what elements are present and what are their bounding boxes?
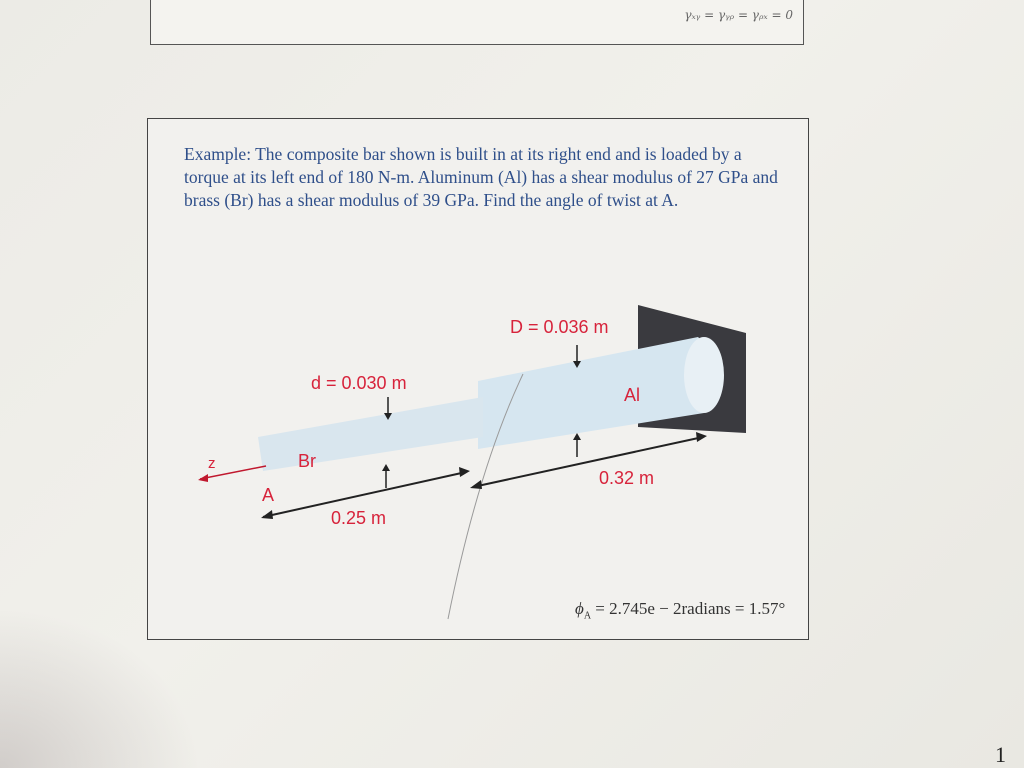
label-brass: Br	[298, 451, 316, 471]
previous-slide-fragment	[150, 0, 804, 45]
aluminum-end-face	[684, 337, 724, 413]
problem-statement: Example: The composite bar shown is built in at its right end and is loaded by a torque at its left end of 180 N-m. Aluminum (Al) has a shear modulus of 27 GPa and brass (Br) has a shear modulus of 39 GPa. Find the angle of twist at A.	[184, 144, 778, 210]
strain-equation: γₓᵧ = γᵧᵨ = γᵨₓ = 0	[684, 8, 793, 22]
arrowhead-left-br	[261, 510, 273, 519]
arrowhead-left-al	[470, 480, 482, 489]
label-length-al: 0.32 m	[599, 468, 655, 488]
brass-segment	[258, 397, 483, 471]
dimension-line-al	[473, 437, 703, 487]
answer-expression: = 2.745e − 2radians = 1.57°	[595, 599, 786, 618]
page-number: 1	[995, 742, 1006, 767]
arrowhead-right-al	[696, 432, 707, 442]
z-axis-arrowhead	[198, 474, 208, 482]
answer-equation	[575, 599, 785, 621]
label-end-A: A	[262, 485, 275, 505]
answer-subscript: A	[583, 610, 592, 622]
label-small-diameter: d = 0.030 m	[311, 373, 407, 393]
label-large-diameter: D = 0.036 m	[510, 317, 609, 337]
answer-symbol: ϕ	[575, 599, 584, 618]
arrowhead-right-br	[459, 467, 470, 477]
label-z-axis: z	[208, 455, 216, 472]
composite-bar-diagram	[148, 119, 808, 639]
label-aluminum: Al	[624, 385, 641, 405]
label-length-br: 0.25 m	[331, 508, 387, 528]
example-slide	[147, 118, 809, 640]
